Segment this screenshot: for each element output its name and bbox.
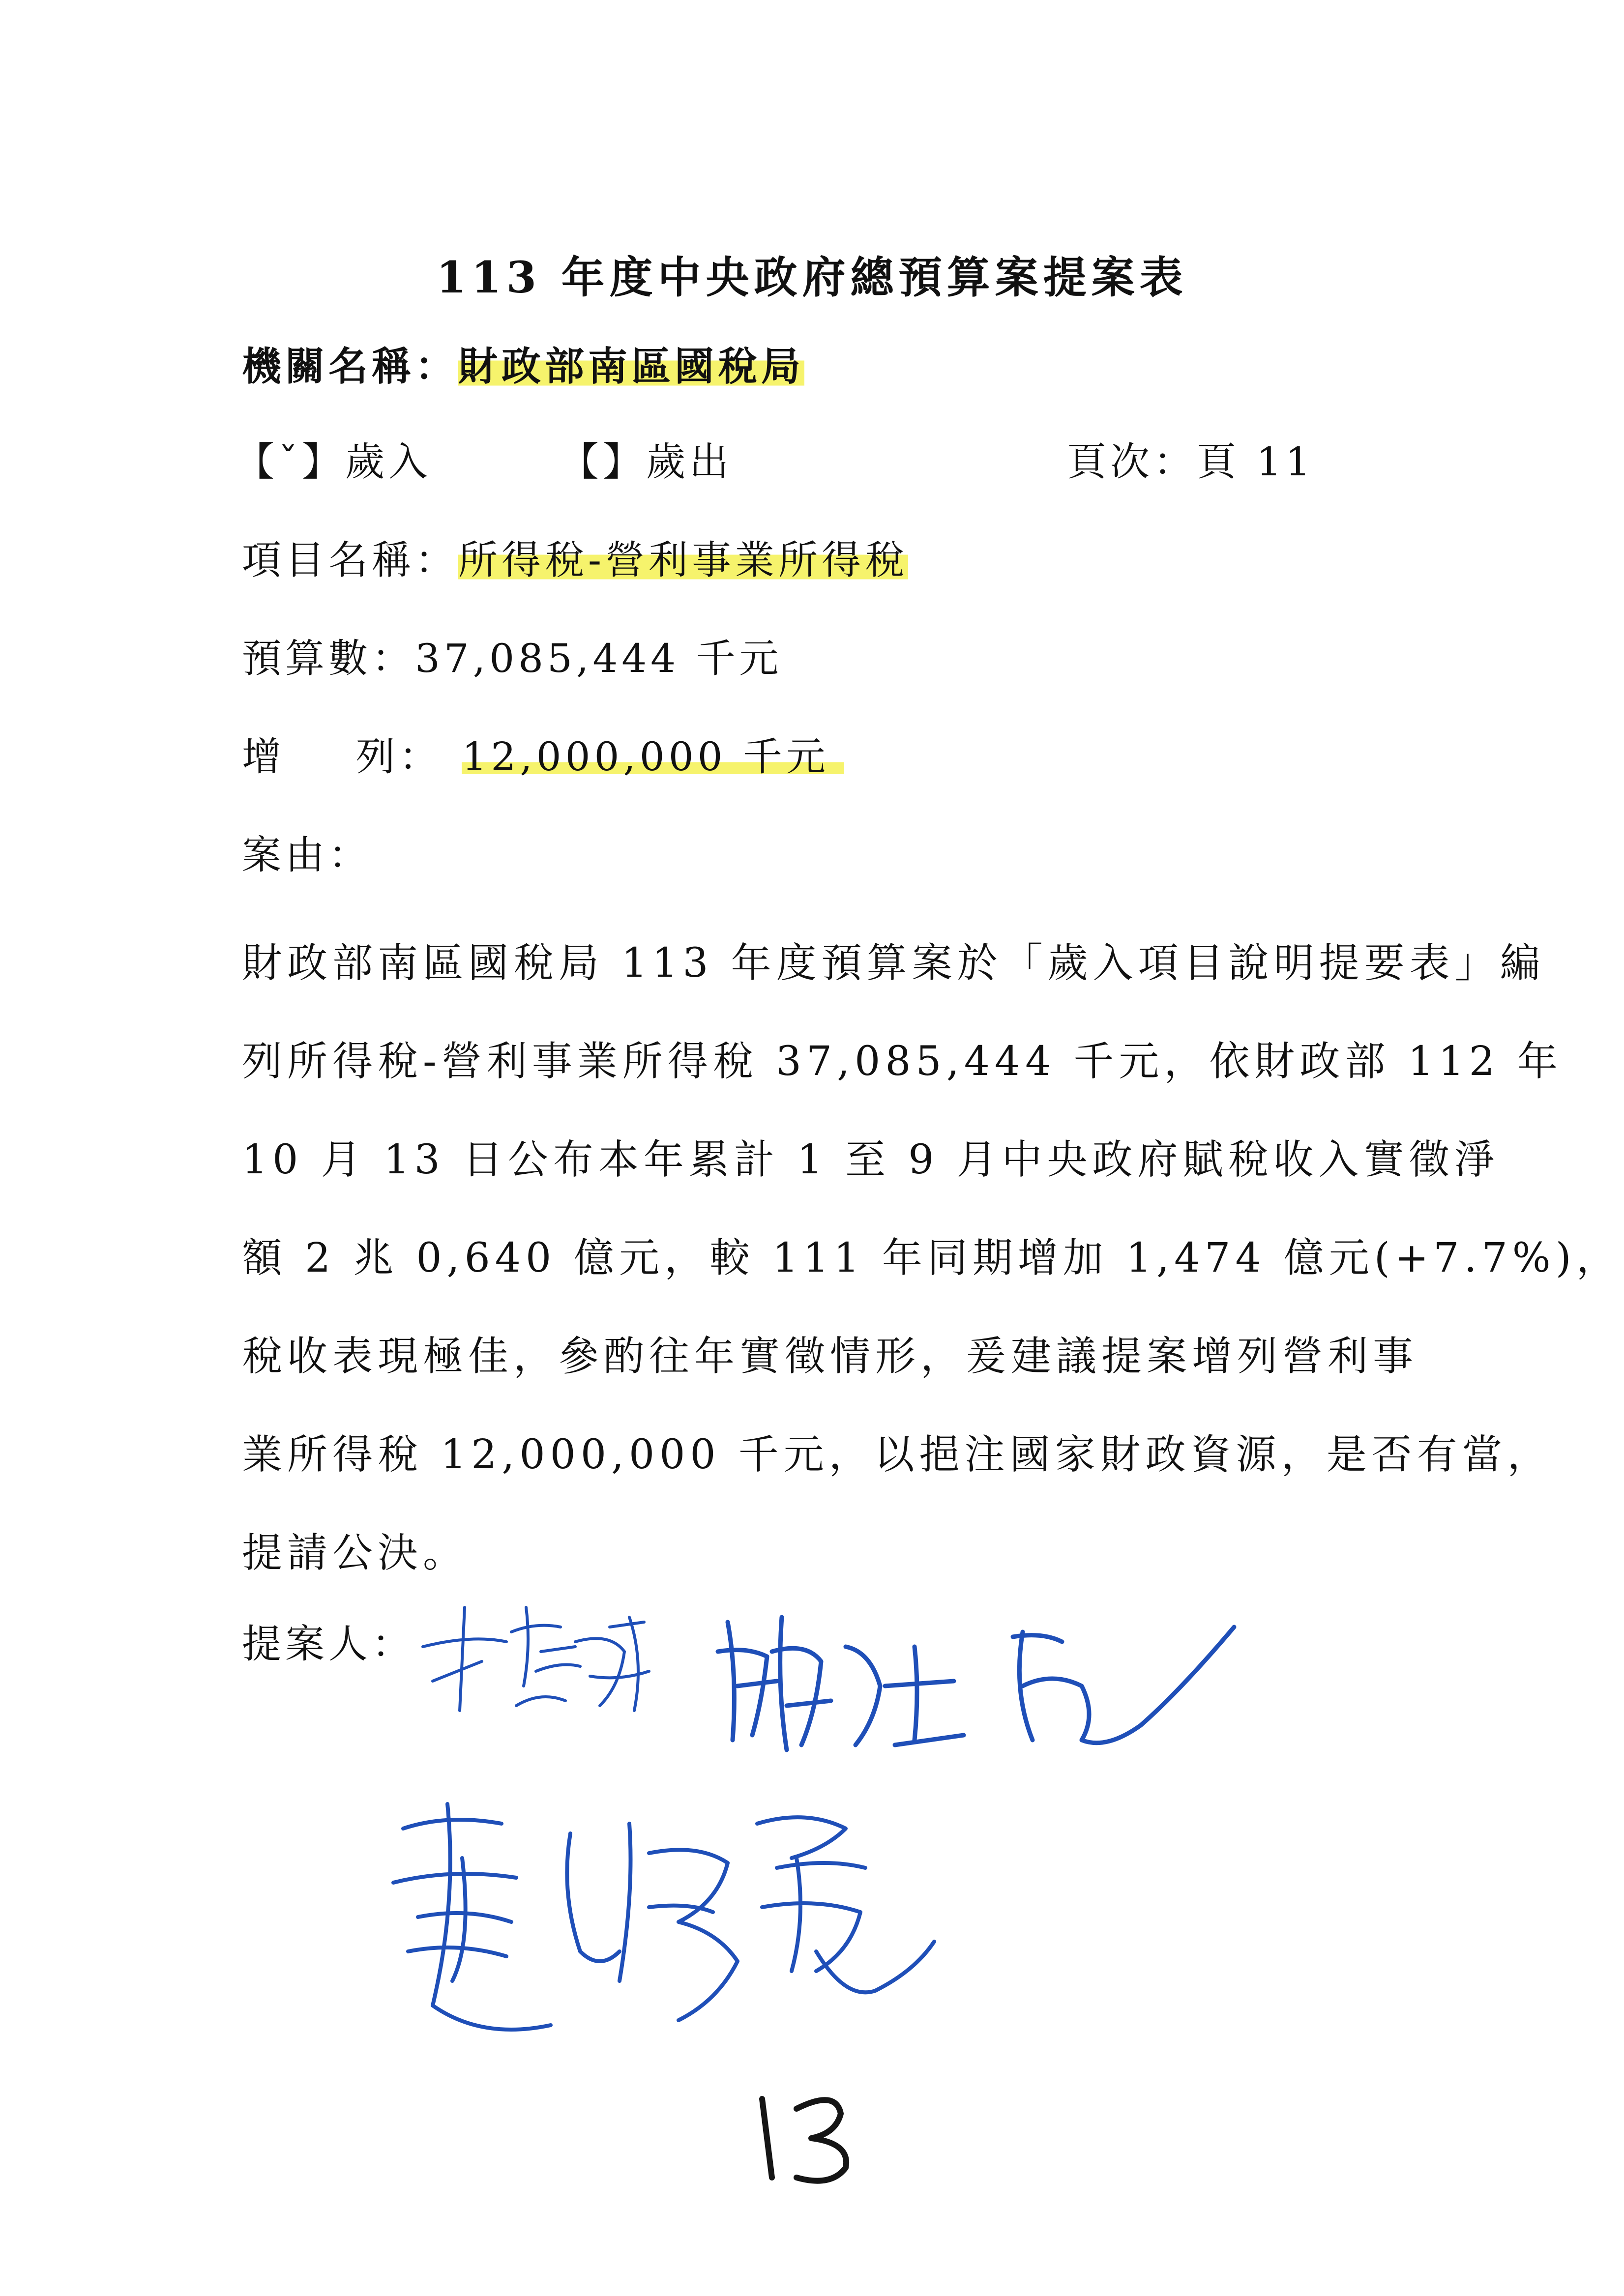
- item-name: 所得稅-營利事業所得稅: [458, 537, 909, 583]
- reason-paragraph: [242, 914, 1622, 1602]
- agency-name: 財政部南區國稅局: [458, 343, 804, 389]
- signature-3: [374, 1794, 954, 2069]
- item-label: 項目名稱：: [242, 537, 458, 583]
- increase-label: 增 列：: [242, 734, 443, 780]
- reason-line: 提請公決。: [242, 1530, 469, 1576]
- handwritten-proposal-number: [738, 2079, 865, 2187]
- form-title: 113 年度中央政府總預算案提案表: [436, 252, 1188, 303]
- increase-row: [242, 732, 844, 782]
- reason-line: 業所得稅 12,000,000 千元，以挹注國家財政資源，是否有當，: [242, 1431, 1553, 1478]
- agency-label: 機關名稱：: [242, 343, 458, 389]
- signature-1: [413, 1588, 669, 1750]
- page-info: 頁次：頁 11: [1067, 439, 1315, 485]
- reason-line: 列所得稅-營利事業所得稅 37,085,444 千元，依財政部 112 年: [242, 1038, 1563, 1085]
- reason-line: 稅收表現極佳，參酌往年實徵情形，爰建議提案增列營利事: [242, 1333, 1418, 1380]
- revenue-checkbox: 【ˇ】歲入: [235, 439, 432, 485]
- budget-amount: 預算數：37,085,444 千元: [242, 636, 783, 681]
- reason-line: 10 月 13 日公布本年累計 1 至 9 月中央政府賦稅收入實徵淨: [242, 1136, 1500, 1183]
- expense-checkbox: 【】歲出: [560, 439, 733, 485]
- agency-row: [242, 342, 804, 391]
- signature-2: [708, 1588, 1254, 1784]
- reason-label: 案由：: [242, 832, 372, 878]
- reason-line: 財政部南區國稅局 113 年度預算案於「歲入項目說明提要表」編: [242, 940, 1545, 987]
- proposer-label: 提案人：: [242, 1621, 415, 1667]
- item-row: [242, 536, 908, 585]
- increase-amount: 12,000,000 千元: [462, 734, 844, 780]
- reason-line: 額 2 兆 0,640 億元，較 111 年同期增加 1,474 億元(+7.7%)，: [242, 1235, 1622, 1281]
